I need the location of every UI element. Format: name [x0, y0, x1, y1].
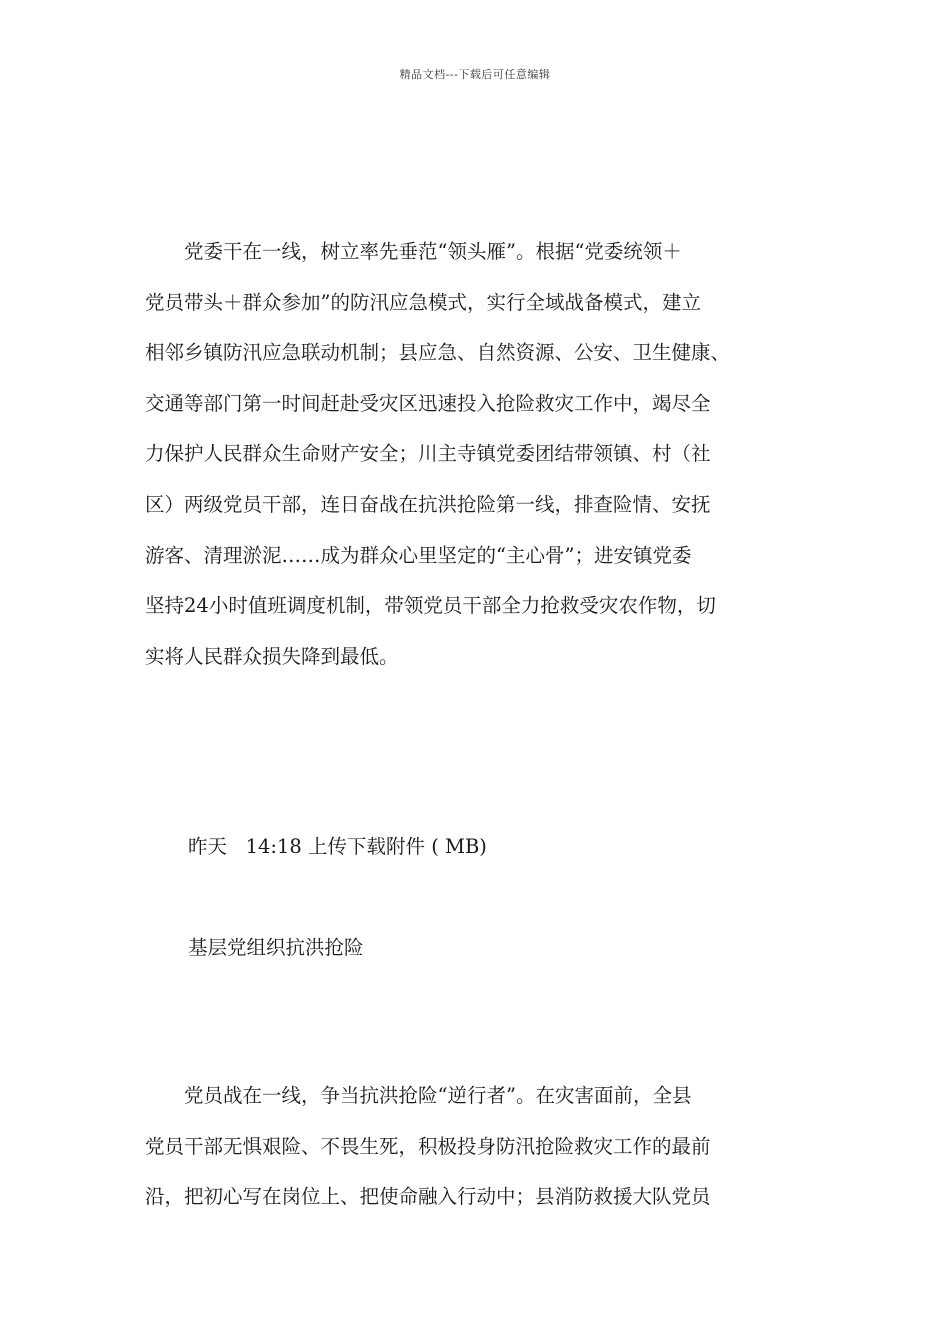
- paragraph-line: 党员干部无惧艰险、不畏生死，积极投身防汛抢险救灾工作的最前: [145, 1134, 711, 1158]
- paragraph-line: 力保护人民群众生命财产安全；川主寺镇党委团结带领镇、村（社: [145, 442, 711, 466]
- paragraph-line: 实将人民群众损失降到最低。: [145, 644, 399, 668]
- paragraph-line: 党员带头＋群众参加”的防汛应急模式，实行全域战备模式，建立: [145, 290, 701, 314]
- paragraph-line: 相邻乡镇防汛应急联动机制；县应急、自然资源、公安、卫生健康、: [145, 341, 731, 365]
- paragraph-line: 游客、清理淤泥……成为群众心里坚定的“主心骨”；进安镇党委: [145, 543, 692, 567]
- section-title: 基层党组织抗洪抢险: [188, 936, 364, 959]
- paragraph-line: 坚持24小时值班调度机制，带领党员干部全力抢救受灾农作物，切: [145, 594, 716, 618]
- page-header: 精品文档---下载后可任意编辑: [399, 68, 551, 81]
- attachment-upload-line: 昨天 14:18 上传下载附件 ( MB): [188, 835, 487, 858]
- paragraph-line: 交通等部门第一时间赶赴受灾区迅速投入抢险救灾工作中，竭尽全: [145, 391, 711, 415]
- paragraph-line: 党委干在一线，树立率先垂范“领头雁”。根据“党委统领＋: [145, 240, 682, 263]
- paragraph-line: 区）两级党员干部，连日奋战在抗洪抢险第一线，排查险情、安抚: [145, 492, 711, 516]
- paragraph-party-members: [145, 1071, 711, 1223]
- paragraph-party-committee: [145, 227, 730, 682]
- paragraph-line: 沿，把初心写在岗位上、把使命融入行动中；县消防救援大队党员: [145, 1185, 711, 1209]
- paragraph-line: 党员战在一线，争当抗洪抢险“逆行者”。在灾害面前，全县: [145, 1084, 692, 1107]
